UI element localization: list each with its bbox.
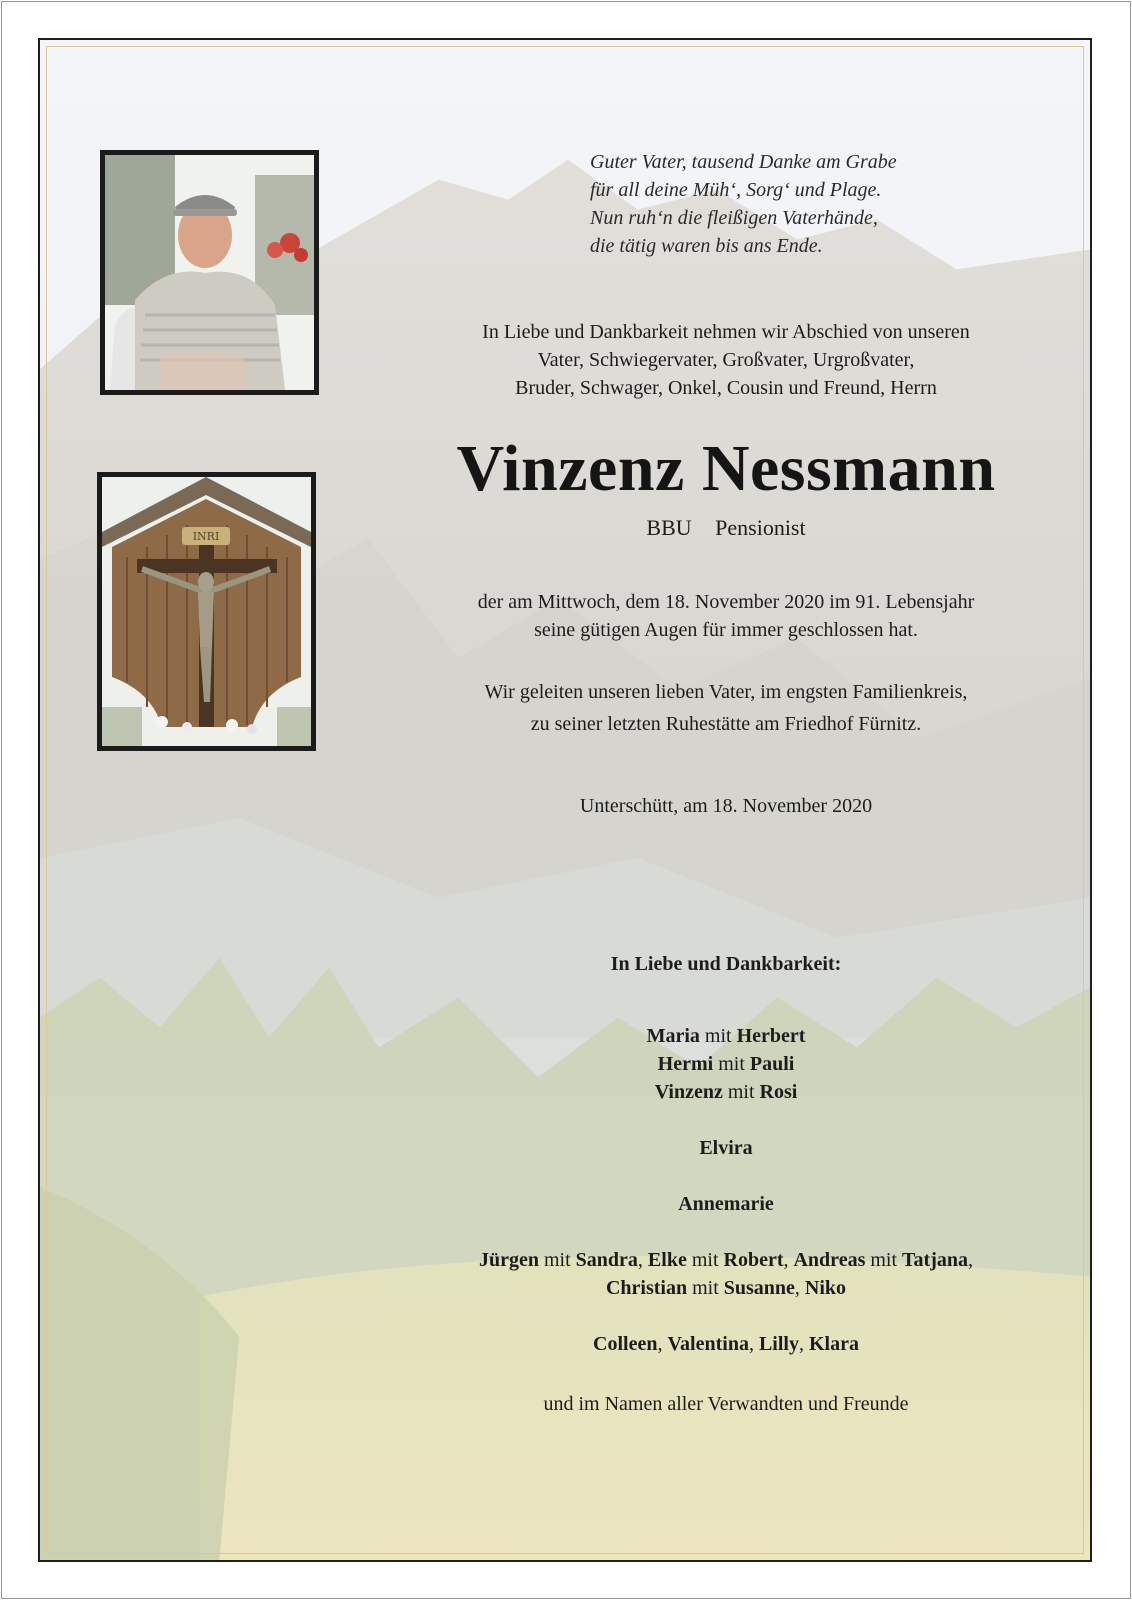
family-name: Niko xyxy=(804,1277,847,1299)
grandchildren-list xyxy=(420,1246,1032,1302)
content-layer xyxy=(40,40,1090,1560)
separator: , xyxy=(783,1249,794,1271)
poem-line: Guter Vater, tausend Danke am Grabe xyxy=(590,151,897,173)
family-name: Hermi xyxy=(657,1053,714,1075)
family-partner: Rosi xyxy=(759,1081,798,1103)
closing-line: und im Namen aller Verwandten und Freunde xyxy=(543,1393,909,1415)
death-line: seine gütigen Augen für immer geschlossen hat. xyxy=(534,619,918,641)
joiner: mit xyxy=(722,1081,760,1103)
deceased-name: Vinzenz Nessmann xyxy=(456,432,996,505)
portrait-photo xyxy=(100,150,319,395)
burial-line: Wir geleiten unseren lieben Vater, im engsten Familienkreis, xyxy=(484,681,968,703)
family-partner: Herbert xyxy=(736,1025,806,1047)
joiner: mit xyxy=(713,1053,750,1075)
family-name: Lilly xyxy=(758,1333,799,1355)
separator: , xyxy=(798,1333,809,1355)
children-list xyxy=(420,1022,1032,1106)
family-name: Jürgen xyxy=(479,1249,539,1271)
poem-line: die tätig waren bis ans Ende. xyxy=(590,235,823,257)
family-line xyxy=(420,1050,1032,1078)
poem-line: Nun ruh‘n die fleißigen Vaterhände, xyxy=(590,207,878,229)
burial-line: zu seiner letzten Ruhestätte am Friedhof Fürnitz. xyxy=(530,713,922,735)
family-single xyxy=(420,1190,1032,1218)
family-partner: Sandra xyxy=(575,1249,638,1271)
family-name: Vinzenz xyxy=(654,1081,723,1103)
family-single xyxy=(420,1134,1032,1162)
family-name: Elvira xyxy=(699,1137,753,1159)
mourners-title: In Liebe und Dankbarkeit: xyxy=(610,953,842,975)
occupation: Pensionist xyxy=(715,515,806,540)
joiner: mit xyxy=(687,1277,724,1299)
family-name: Annemarie xyxy=(678,1193,774,1215)
burial-notice xyxy=(420,676,1032,740)
crucifix-sign-text: INRI xyxy=(192,530,220,543)
family-partner: Tatjana xyxy=(902,1249,968,1271)
family-name: Maria xyxy=(646,1025,700,1047)
family-line xyxy=(420,1246,1032,1274)
family-name: Colleen xyxy=(593,1333,658,1355)
joiner: mit xyxy=(865,1249,903,1271)
affiliation: BBU xyxy=(646,515,692,540)
death-notice xyxy=(420,588,1032,644)
separator: , xyxy=(967,1249,973,1271)
family-name: Klara xyxy=(808,1333,859,1355)
poem xyxy=(590,148,1030,260)
family-name: Valentina xyxy=(667,1333,749,1355)
family-line xyxy=(420,1274,1032,1302)
separator: , xyxy=(637,1249,648,1271)
family-name: Andreas xyxy=(793,1249,866,1271)
family-partner: Robert xyxy=(723,1249,784,1271)
joiner: mit xyxy=(539,1249,576,1271)
family-line xyxy=(420,1078,1032,1106)
family-partner: Pauli xyxy=(749,1053,795,1075)
great-grandchildren-list xyxy=(420,1330,1032,1358)
place-date: Unterschütt, am 18. November 2020 xyxy=(579,795,873,817)
intro-line: In Liebe und Dankbarkeit nehmen wir Abschied von unseren xyxy=(482,321,970,343)
obituary-card xyxy=(38,38,1092,1562)
crucifix-image xyxy=(102,477,311,746)
deceased-subtitle xyxy=(420,514,1032,542)
crucifix-photo xyxy=(97,472,316,751)
separator: , xyxy=(794,1277,805,1299)
intro-line: Bruder, Schwager, Onkel, Cousin und Freund, Herrn xyxy=(515,377,937,399)
poem-line: für all deine Müh‘, Sorg‘ und Plage. xyxy=(590,179,882,201)
separator: , xyxy=(748,1333,759,1355)
intro-line: Vater, Schwiegervater, Großvater, Urgroßvater, xyxy=(537,349,915,371)
family-name: Christian xyxy=(605,1277,688,1299)
joiner: mit xyxy=(686,1249,724,1271)
portrait-image xyxy=(105,155,314,390)
family-partner: Susanne xyxy=(723,1277,795,1299)
intro-text xyxy=(420,318,1032,402)
separator: , xyxy=(657,1333,668,1355)
family-line xyxy=(420,1022,1032,1050)
death-line: der am Mittwoch, dem 18. November 2020 im 91. Lebensjahr xyxy=(477,591,975,613)
family-name: Elke xyxy=(647,1249,687,1271)
joiner: mit xyxy=(699,1025,737,1047)
